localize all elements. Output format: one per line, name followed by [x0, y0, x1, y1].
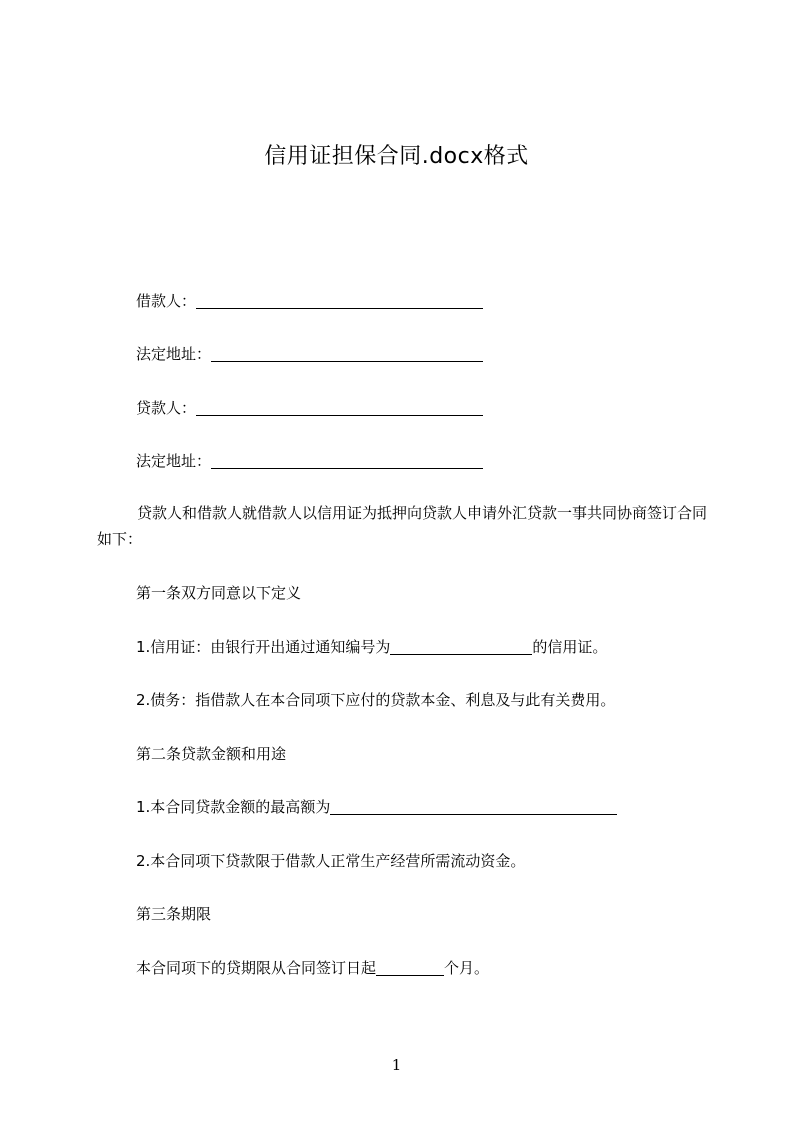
article1-item1-suffix: 的信用证。: [532, 638, 608, 656]
months-blank: [376, 959, 444, 976]
lender-label: 贷款人：: [136, 399, 197, 417]
borrower-address-field: [136, 343, 483, 365]
article1-heading: 第一条双方同意以下定义: [136, 584, 302, 602]
article2-item1: [136, 796, 617, 818]
article1-item2: 2.债务：指借款人在本合同项下应付的贷款本金、利息及与此有关费用。: [136, 691, 616, 709]
article1-item1-text: 1.信用证：由银行开出通过通知编号为: [136, 638, 391, 656]
article3-text-after: 个月。: [444, 959, 490, 977]
lender-blank: [196, 399, 483, 416]
lender-address-label: 法定地址：: [136, 452, 212, 470]
article2-heading: 第二条贷款金额和用途: [136, 745, 287, 763]
borrower-address-blank: [211, 345, 483, 362]
page-number: 1: [391, 1056, 402, 1074]
loan-amount-blank: [330, 798, 617, 815]
intro-paragraph: 贷款人和借款人就借款人以信用证为抵押向贷款人申请外汇贷款一事共同协商签订合同如下：: [97, 504, 708, 548]
lender-address-blank: [211, 452, 483, 469]
lender-field: [136, 397, 483, 419]
article2-item1-text: 1.本合同贷款金额的最高额为: [136, 798, 331, 816]
notice-number-blank: [390, 638, 532, 655]
lender-address-field: [136, 450, 483, 472]
borrower-address-label: 法定地址：: [136, 345, 212, 363]
article3-text: [136, 957, 489, 979]
borrower-field: [136, 290, 483, 312]
borrower-label: 借款人：: [136, 292, 197, 310]
article2-item2: 2.本合同项下贷款限于借款人正常生产经营所需流动资金。: [136, 852, 526, 870]
article3-heading: 第三条期限: [136, 905, 212, 923]
document-title: 信用证担保合同.docx格式: [264, 144, 529, 169]
borrower-blank: [196, 292, 483, 309]
article3-text-before: 本合同项下的贷期限从合同签订日起: [136, 959, 377, 977]
article1-item1: [136, 636, 607, 658]
